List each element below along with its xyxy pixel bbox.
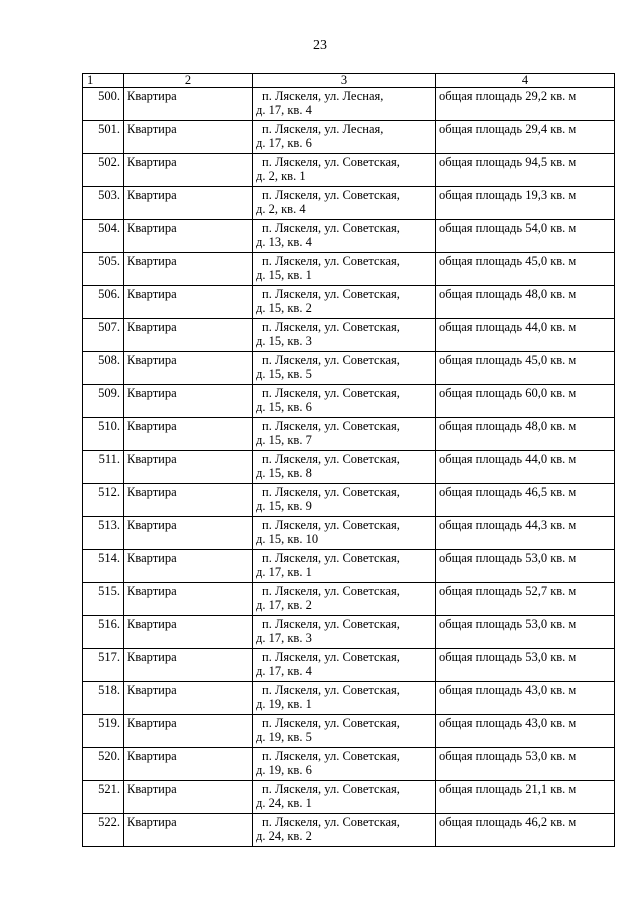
table-header-row <box>83 74 615 88</box>
row-number: 515. <box>83 583 124 616</box>
property-address <box>253 121 436 154</box>
property-area: общая площадь 29,4 кв. м <box>436 121 615 154</box>
property-area: общая площадь 52,7 кв. м <box>436 583 615 616</box>
address-line-1: п. Ляскеля, ул. Советская, <box>262 485 400 499</box>
row-number: 518. <box>83 682 124 715</box>
table-row <box>83 385 615 418</box>
address-line-1: п. Ляскеля, ул. Советская, <box>262 287 400 301</box>
address-line-2: д. 17, кв. 4 <box>256 102 312 117</box>
address-line-1: п. Ляскеля, ул. Советская, <box>262 617 400 631</box>
property-address <box>253 583 436 616</box>
property-type: Квартира <box>124 649 253 682</box>
address-line-2: д. 24, кв. 2 <box>256 828 312 843</box>
table-row <box>83 352 615 385</box>
property-address <box>253 418 436 451</box>
address-line-1: п. Ляскеля, ул. Советская, <box>262 419 400 433</box>
address-line-1: п. Ляскеля, ул. Советская, <box>262 815 400 829</box>
row-number: 510. <box>83 418 124 451</box>
table-row <box>83 187 615 220</box>
property-area: общая площадь 43,0 кв. м <box>436 715 615 748</box>
address-line-1: п. Ляскеля, ул. Советская, <box>262 716 400 730</box>
row-number: 506. <box>83 286 124 319</box>
address-line-1: п. Ляскеля, ул. Советская, <box>262 518 400 532</box>
property-address <box>253 352 436 385</box>
address-line-1: п. Ляскеля, ул. Советская, <box>262 320 400 334</box>
address-line-2: д. 24, кв. 1 <box>256 795 312 810</box>
property-type: Квартира <box>124 517 253 550</box>
address-line-1: п. Ляскеля, ул. Советская, <box>262 782 400 796</box>
property-type: Квартира <box>124 121 253 154</box>
property-address <box>253 88 436 121</box>
address-line-2: д. 19, кв. 6 <box>256 762 312 777</box>
property-address <box>253 715 436 748</box>
property-address <box>253 484 436 517</box>
property-table <box>82 73 615 847</box>
address-line-2: д. 15, кв. 10 <box>256 531 319 546</box>
property-area: общая площадь 19,3 кв. м <box>436 187 615 220</box>
address-line-2: д. 15, кв. 9 <box>256 498 312 513</box>
page-number: 23 <box>313 38 327 53</box>
property-type: Квартира <box>124 253 253 286</box>
property-address <box>253 616 436 649</box>
table-row <box>83 88 615 121</box>
address-line-2: д. 15, кв. 5 <box>256 366 312 381</box>
address-line-2: д. 15, кв. 7 <box>256 432 312 447</box>
table-row <box>83 319 615 352</box>
property-address <box>253 682 436 715</box>
table-row <box>83 484 615 517</box>
address-line-1: п. Ляскеля, ул. Советская, <box>262 353 400 367</box>
address-line-1: п. Ляскеля, ул. Советская, <box>262 188 400 202</box>
property-address <box>253 814 436 847</box>
address-line-1: п. Ляскеля, ул. Советская, <box>262 221 400 235</box>
property-address <box>253 187 436 220</box>
property-address <box>253 154 436 187</box>
property-type: Квартира <box>124 451 253 484</box>
row-number: 516. <box>83 616 124 649</box>
table-row <box>83 814 615 847</box>
property-type: Квартира <box>124 616 253 649</box>
property-type: Квартира <box>124 352 253 385</box>
address-line-1: п. Ляскеля, ул. Советская, <box>262 683 400 697</box>
row-number: 514. <box>83 550 124 583</box>
address-line-1: п. Ляскеля, ул. Советская, <box>262 254 400 268</box>
property-area: общая площадь 46,2 кв. м <box>436 814 615 847</box>
address-line-1: п. Ляскеля, ул. Лесная, <box>262 122 384 136</box>
column-header-4: 4 <box>436 74 615 88</box>
property-type: Квартира <box>124 88 253 121</box>
row-number: 517. <box>83 649 124 682</box>
table-row <box>83 286 615 319</box>
property-area: общая площадь 53,0 кв. м <box>436 616 615 649</box>
property-type: Квартира <box>124 154 253 187</box>
property-area: общая площадь 53,0 кв. м <box>436 550 615 583</box>
row-number: 520. <box>83 748 124 781</box>
table-row <box>83 451 615 484</box>
column-header-3: 3 <box>253 74 436 88</box>
property-address <box>253 550 436 583</box>
address-line-1: п. Ляскеля, ул. Советская, <box>262 650 400 664</box>
address-line-2: д. 15, кв. 3 <box>256 333 312 348</box>
row-number: 500. <box>83 88 124 121</box>
address-line-2: д. 15, кв. 8 <box>256 465 312 480</box>
property-address <box>253 649 436 682</box>
table-row <box>83 781 615 814</box>
row-number: 503. <box>83 187 124 220</box>
address-line-2: д. 17, кв. 2 <box>256 597 312 612</box>
row-number: 501. <box>83 121 124 154</box>
property-area: общая площадь 45,0 кв. м <box>436 253 615 286</box>
address-line-2: д. 19, кв. 5 <box>256 729 312 744</box>
property-address <box>253 748 436 781</box>
property-type: Квартира <box>124 319 253 352</box>
property-type: Квартира <box>124 550 253 583</box>
property-type: Квартира <box>124 220 253 253</box>
property-area: общая площадь 45,0 кв. м <box>436 352 615 385</box>
table-row <box>83 748 615 781</box>
address-line-2: д. 15, кв. 1 <box>256 267 312 282</box>
address-line-1: п. Ляскеля, ул. Советская, <box>262 155 400 169</box>
address-line-2: д. 17, кв. 6 <box>256 135 312 150</box>
table-row <box>83 418 615 451</box>
property-area: общая площадь 53,0 кв. м <box>436 649 615 682</box>
property-area: общая площадь 44,0 кв. м <box>436 319 615 352</box>
property-type: Квартира <box>124 418 253 451</box>
row-number: 513. <box>83 517 124 550</box>
row-number: 508. <box>83 352 124 385</box>
address-line-1: п. Ляскеля, ул. Советская, <box>262 584 400 598</box>
column-header-1: 1 <box>83 74 124 88</box>
row-number: 519. <box>83 715 124 748</box>
property-address <box>253 319 436 352</box>
property-area: общая площадь 44,0 кв. м <box>436 451 615 484</box>
address-line-2: д. 17, кв. 3 <box>256 630 312 645</box>
property-area: общая площадь 94,5 кв. м <box>436 154 615 187</box>
address-line-1: п. Ляскеля, ул. Советская, <box>262 749 400 763</box>
table-row <box>83 616 615 649</box>
row-number: 502. <box>83 154 124 187</box>
property-type: Квартира <box>124 781 253 814</box>
property-area: общая площадь 43,0 кв. м <box>436 682 615 715</box>
property-type: Квартира <box>124 715 253 748</box>
property-address <box>253 451 436 484</box>
address-line-2: д. 13, кв. 4 <box>256 234 312 249</box>
address-line-2: д. 2, кв. 4 <box>256 201 306 216</box>
property-area: общая площадь 48,0 кв. м <box>436 286 615 319</box>
address-line-2: д. 15, кв. 6 <box>256 399 312 414</box>
property-type: Квартира <box>124 583 253 616</box>
table-row <box>83 682 615 715</box>
address-line-1: п. Ляскеля, ул. Советская, <box>262 551 400 565</box>
property-type: Квартира <box>124 748 253 781</box>
row-number: 511. <box>83 451 124 484</box>
row-number: 509. <box>83 385 124 418</box>
address-line-2: д. 2, кв. 1 <box>256 168 306 183</box>
address-line-1: п. Ляскеля, ул. Советская, <box>262 386 400 400</box>
row-number: 507. <box>83 319 124 352</box>
property-type: Квартира <box>124 385 253 418</box>
address-line-1: п. Ляскеля, ул. Лесная, <box>262 89 384 103</box>
property-area: общая площадь 44,3 кв. м <box>436 517 615 550</box>
address-line-1: п. Ляскеля, ул. Советская, <box>262 452 400 466</box>
address-line-2: д. 17, кв. 1 <box>256 564 312 579</box>
property-area: общая площадь 21,1 кв. м <box>436 781 615 814</box>
property-type: Квартира <box>124 682 253 715</box>
property-type: Квартира <box>124 484 253 517</box>
property-area: общая площадь 53,0 кв. м <box>436 748 615 781</box>
row-number: 512. <box>83 484 124 517</box>
property-type: Квартира <box>124 286 253 319</box>
column-header-2: 2 <box>124 74 253 88</box>
table-row <box>83 715 615 748</box>
table-row <box>83 154 615 187</box>
row-number: 521. <box>83 781 124 814</box>
table-row <box>83 220 615 253</box>
property-address <box>253 385 436 418</box>
property-area: общая площадь 60,0 кв. м <box>436 385 615 418</box>
address-line-2: д. 15, кв. 2 <box>256 300 312 315</box>
property-area: общая площадь 29,2 кв. м <box>436 88 615 121</box>
table-row <box>83 253 615 286</box>
property-address <box>253 286 436 319</box>
property-address <box>253 781 436 814</box>
property-type: Квартира <box>124 814 253 847</box>
table-row <box>83 121 615 154</box>
property-area: общая площадь 48,0 кв. м <box>436 418 615 451</box>
property-area: общая площадь 54,0 кв. м <box>436 220 615 253</box>
address-line-2: д. 17, кв. 4 <box>256 663 312 678</box>
property-address <box>253 220 436 253</box>
property-area: общая площадь 46,5 кв. м <box>436 484 615 517</box>
table-row <box>83 583 615 616</box>
table-row <box>83 649 615 682</box>
property-address <box>253 517 436 550</box>
property-address <box>253 253 436 286</box>
row-number: 522. <box>83 814 124 847</box>
address-line-2: д. 19, кв. 1 <box>256 696 312 711</box>
table-row <box>83 517 615 550</box>
row-number: 505. <box>83 253 124 286</box>
row-number: 504. <box>83 220 124 253</box>
table-row <box>83 550 615 583</box>
property-type: Квартира <box>124 187 253 220</box>
